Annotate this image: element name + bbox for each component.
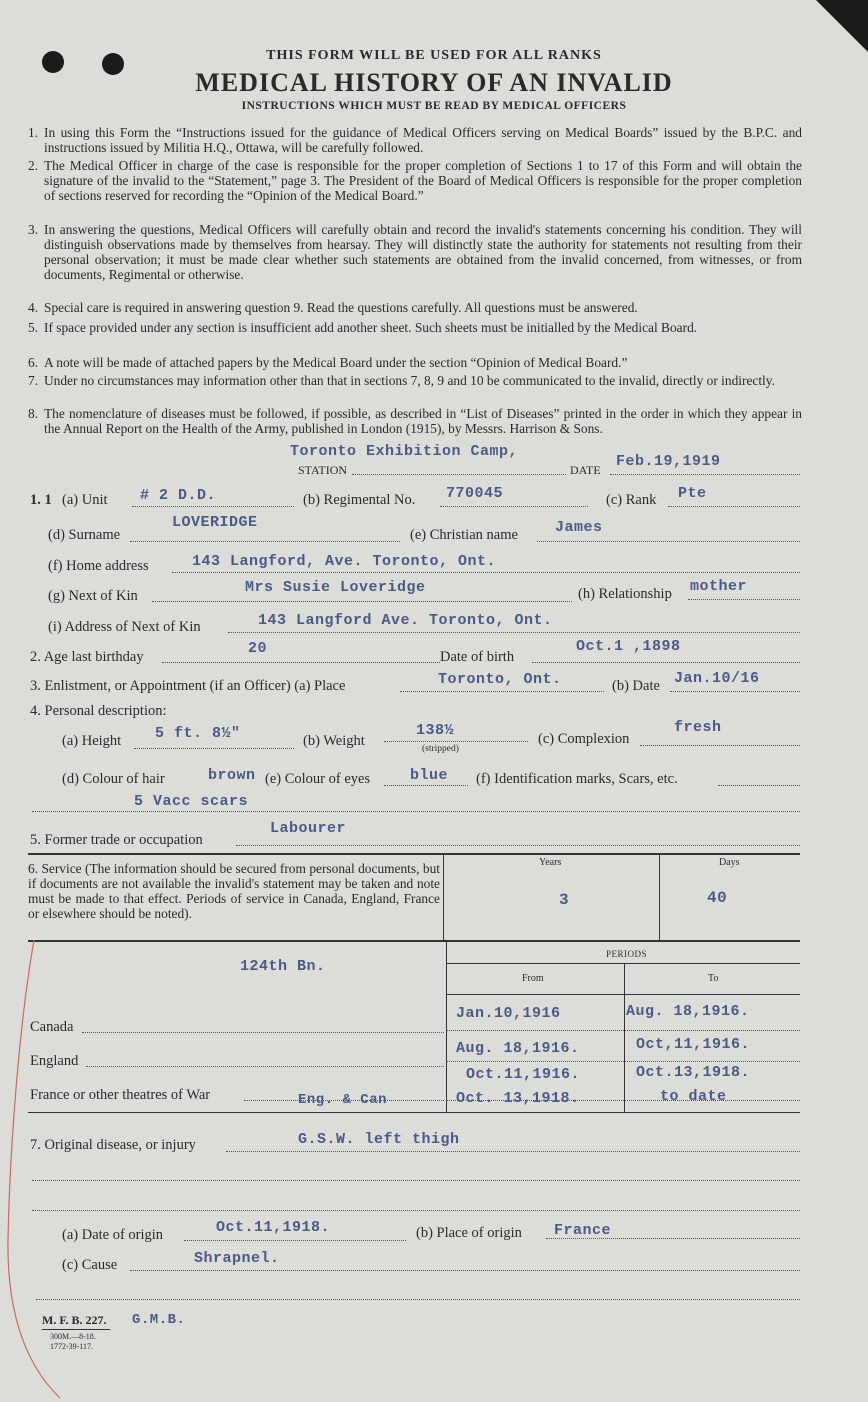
days-label: Days bbox=[719, 857, 740, 868]
service-from-value: Aug. 18,1916. bbox=[456, 1040, 580, 1057]
dotted-line bbox=[236, 845, 800, 846]
dotted-line bbox=[688, 599, 800, 600]
service-to-value: to date bbox=[660, 1088, 727, 1105]
station-label: STATION bbox=[298, 463, 348, 477]
dotted-line bbox=[546, 1238, 800, 1239]
rule bbox=[624, 964, 625, 1112]
regno-label: (b) Regimental No. bbox=[303, 492, 416, 508]
weight-label: (b) Weight bbox=[303, 733, 365, 749]
service-to-value: Oct,11,1916. bbox=[636, 1036, 751, 1053]
place-of-origin-value: France bbox=[554, 1222, 612, 1239]
days-value: 40 bbox=[707, 889, 728, 907]
service-to-value: Oct.13,1918. bbox=[636, 1064, 751, 1081]
enlistment-date-value: Jan.10/16 bbox=[674, 670, 760, 687]
instruction-item: 5. If space provided under any section is insufficient add another sheet. Such sheets must be initialled by the Medical Board. bbox=[28, 320, 698, 335]
dotted-line bbox=[400, 691, 604, 692]
original-disease-value: G.S.W. left thigh bbox=[298, 1131, 460, 1148]
page-corner bbox=[816, 0, 868, 52]
hair-colour-value: brown bbox=[208, 767, 256, 784]
surname-value: LOVERIDGE bbox=[172, 514, 258, 531]
surname-label: (d) Surname bbox=[48, 527, 121, 543]
original-disease-label: 7. Original disease, or injury bbox=[30, 1137, 196, 1153]
instruction-item: 4. Special care is required in answering question 9. Read the questions carefully. All questions must be answered. bbox=[28, 300, 638, 315]
complexion-label: (c) Complexion bbox=[538, 731, 630, 747]
stripped-note: (stripped) bbox=[422, 744, 459, 754]
dob-value: Oct.1 ,1898 bbox=[576, 638, 681, 655]
kin-address-value: 143 Langford Ave. Toronto, Ont. bbox=[258, 612, 553, 629]
service-note-value: Eng. & Can bbox=[298, 1092, 388, 1108]
service-unit-value: 124th Bn. bbox=[240, 958, 326, 975]
dotted-line bbox=[352, 474, 566, 475]
rank-label: (c) Rank bbox=[606, 492, 657, 508]
service-from-value: Oct.11,1916. bbox=[466, 1066, 581, 1083]
print-code: 300M.—8-18. bbox=[50, 1332, 96, 1341]
dotted-line bbox=[134, 748, 294, 749]
ranks-line: THIS FORM WILL BE USED FOR ALL RANKS bbox=[266, 48, 602, 63]
eye-colour-label: (e) Colour of eyes bbox=[265, 771, 371, 787]
rule bbox=[28, 853, 800, 855]
instruction-item: 3. In answering the questions, Medical Officers will carefully obtain and record the invalid's statements concerning his condition. They will distinguish observations made by themselves from hearsay. They will distinctly state the authority for statements not resulting from their personal observation; it must be made clear whether such statements are obtained from the invalid concerned, from witnesses, or from documents, Regimental or otherwise. bbox=[28, 222, 802, 282]
dotted-line bbox=[384, 741, 528, 742]
section1-number: 1. 1 bbox=[30, 492, 52, 508]
instruction-item: 2. The Medical Officer in charge of the case is responsible for the proper completion of Sections 1 to 17 of this Form and will obtain the signature of the invalid to the “Statement,” page 3. The President of the Board of Medical Officers is responsible for the proper completion of sections reserved for recording the “Opinion of the Medical Board.” bbox=[28, 158, 802, 203]
dotted-line bbox=[446, 1030, 800, 1031]
relationship-label: (h) Relationship bbox=[578, 586, 672, 602]
dotted-line bbox=[32, 1180, 800, 1181]
instruction-item: 7. Under no circumstances may information other than that in sections 7, 8, 9 and 10 be communicated to the invalid, directly or indirectly. bbox=[28, 373, 775, 388]
height-label: (a) Height bbox=[62, 733, 122, 749]
print-code: 1772-39-117. bbox=[50, 1342, 94, 1351]
service-label: 6. Service (The information should be secured from personal documents, but if documents are not available the invalid's statement may be taken and note must be made to that effect. Periods of service in Canada, England, France or elsewhere should be noted). bbox=[28, 861, 440, 921]
dotted-line bbox=[610, 474, 800, 475]
rule bbox=[659, 854, 660, 940]
periods-label: PERIODS bbox=[606, 949, 648, 959]
regno-value: 770045 bbox=[446, 485, 504, 502]
dotted-line bbox=[384, 785, 468, 786]
dotted-line bbox=[244, 1100, 444, 1101]
date-label: DATE bbox=[570, 463, 601, 477]
service-from-value: Oct. 13,1918. bbox=[456, 1090, 580, 1107]
station-value: Toronto Exhibition Camp, bbox=[290, 443, 519, 460]
weight-value: 138½ bbox=[416, 722, 455, 739]
dob-label: Date of birth bbox=[440, 649, 515, 665]
dotted-line bbox=[668, 506, 800, 507]
cause-label: (c) Cause bbox=[62, 1257, 118, 1273]
place-of-origin-label: (b) Place of origin bbox=[416, 1225, 522, 1241]
dotted-line bbox=[532, 662, 800, 663]
christian-name-value: James bbox=[555, 519, 603, 536]
rule bbox=[443, 854, 444, 940]
form-title: MEDICAL HISTORY OF AN INVALID bbox=[195, 68, 673, 97]
dotted-line bbox=[640, 745, 800, 746]
dotted-line bbox=[36, 1299, 800, 1300]
home-address-value: 143 Langford, Ave. Toronto, Ont. bbox=[192, 553, 497, 570]
next-of-kin-label: (g) Next of Kin bbox=[48, 588, 138, 604]
dotted-line bbox=[162, 662, 440, 663]
date-of-origin-value: Oct.11,1918. bbox=[216, 1219, 331, 1236]
rule bbox=[28, 1112, 800, 1113]
dotted-line bbox=[82, 1032, 444, 1033]
dotted-line bbox=[86, 1066, 444, 1067]
gmb-mark: G.M.B. bbox=[132, 1312, 186, 1328]
dotted-line bbox=[132, 506, 294, 507]
rank-value: Pte bbox=[678, 485, 707, 502]
service-to-value: Aug. 18,1916. bbox=[626, 1003, 750, 1020]
instruction-item: 6. A note will be made of attached papers by the Medical Board under the section “Opinion of Medical Board.” bbox=[28, 355, 628, 370]
years-label: Years bbox=[539, 857, 562, 868]
dotted-line bbox=[32, 1210, 800, 1211]
christian-name-label: (e) Christian name bbox=[410, 527, 518, 543]
form-number: M. F. B. 227. bbox=[42, 1313, 107, 1327]
dotted-line bbox=[670, 691, 800, 692]
hair-colour-label: (d) Colour of hair bbox=[62, 771, 165, 787]
home-address-label: (f) Home address bbox=[48, 558, 149, 574]
rule bbox=[446, 963, 800, 964]
former-trade-value: Labourer bbox=[270, 820, 347, 837]
margin-mark bbox=[0, 940, 70, 1400]
dotted-line bbox=[184, 1240, 406, 1241]
dotted-line bbox=[537, 541, 800, 542]
rule bbox=[446, 940, 447, 1112]
dotted-line bbox=[226, 1151, 800, 1152]
enlistment-date-label: (b) Date bbox=[612, 678, 660, 694]
identification-marks-value: 5 Vacc scars bbox=[134, 793, 249, 810]
dotted-line bbox=[152, 601, 572, 602]
cause-value: Shrapnel. bbox=[194, 1250, 280, 1267]
date-of-origin-label: (a) Date of origin bbox=[62, 1227, 164, 1243]
unit-value: # 2 D.D. bbox=[140, 487, 217, 504]
eye-colour-value: blue bbox=[410, 767, 449, 784]
instruction-item: 8. The nomenclature of diseases must be followed, if possible, as described in “List of Diseases” printed in the order in which they appear in the Annual Report on the Health of the Army, published in London (1915), by Messrs. Harrison & Sons. bbox=[28, 406, 802, 436]
personal-description-label: 4. Personal description: bbox=[30, 703, 167, 719]
age-label: 2. Age last birthday bbox=[30, 649, 144, 665]
relationship-value: mother bbox=[690, 578, 748, 595]
enlistment-place-value: Toronto, Ont. bbox=[438, 671, 562, 688]
enlistment-label: 3. Enlistment, or Appointment (if an Officer) (a) Place bbox=[30, 678, 346, 694]
date-value: Feb.19,1919 bbox=[616, 453, 721, 470]
from-label: From bbox=[522, 973, 544, 984]
dotted-line bbox=[130, 1270, 800, 1271]
dotted-line bbox=[718, 785, 800, 786]
complexion-value: fresh bbox=[674, 719, 722, 736]
dotted-line bbox=[446, 1061, 800, 1062]
dotted-line bbox=[32, 811, 800, 812]
dotted-line bbox=[130, 541, 400, 542]
years-value: 3 bbox=[559, 891, 570, 909]
service-from-value: Jan.10,1916 bbox=[456, 1005, 561, 1022]
rule bbox=[446, 994, 800, 995]
next-of-kin-value: Mrs Susie Loveridge bbox=[245, 579, 426, 596]
dotted-line bbox=[440, 506, 588, 507]
rule bbox=[28, 940, 800, 942]
height-value: 5 ft. 8½" bbox=[155, 725, 241, 742]
former-trade-label: 5. Former trade or occupation bbox=[30, 832, 203, 848]
unit-label: (a) Unit bbox=[62, 492, 108, 508]
service-row-label: France or other theatres of War bbox=[30, 1087, 211, 1103]
service-row-label: England bbox=[30, 1053, 79, 1069]
dotted-line bbox=[228, 632, 800, 633]
age-value: 20 bbox=[248, 640, 268, 657]
to-label: To bbox=[708, 973, 719, 984]
instruction-item: 1. In using this Form the “Instructions issued for the guidance of Medical Officers serving on Medical Boards” issued by the B.P.C. and instructions issued by Militia H.Q., Ottawa, will be carefully followed. bbox=[28, 125, 802, 155]
dotted-line bbox=[172, 572, 800, 573]
instructions-heading: INSTRUCTIONS WHICH MUST BE READ BY MEDICAL OFFICERS bbox=[241, 100, 627, 112]
identification-marks-label: (f) Identification marks, Scars, etc. bbox=[476, 771, 678, 787]
kin-address-label: (i) Address of Next of Kin bbox=[48, 619, 201, 635]
dotted-line bbox=[446, 1100, 800, 1101]
service-row-label: Canada bbox=[30, 1019, 74, 1035]
